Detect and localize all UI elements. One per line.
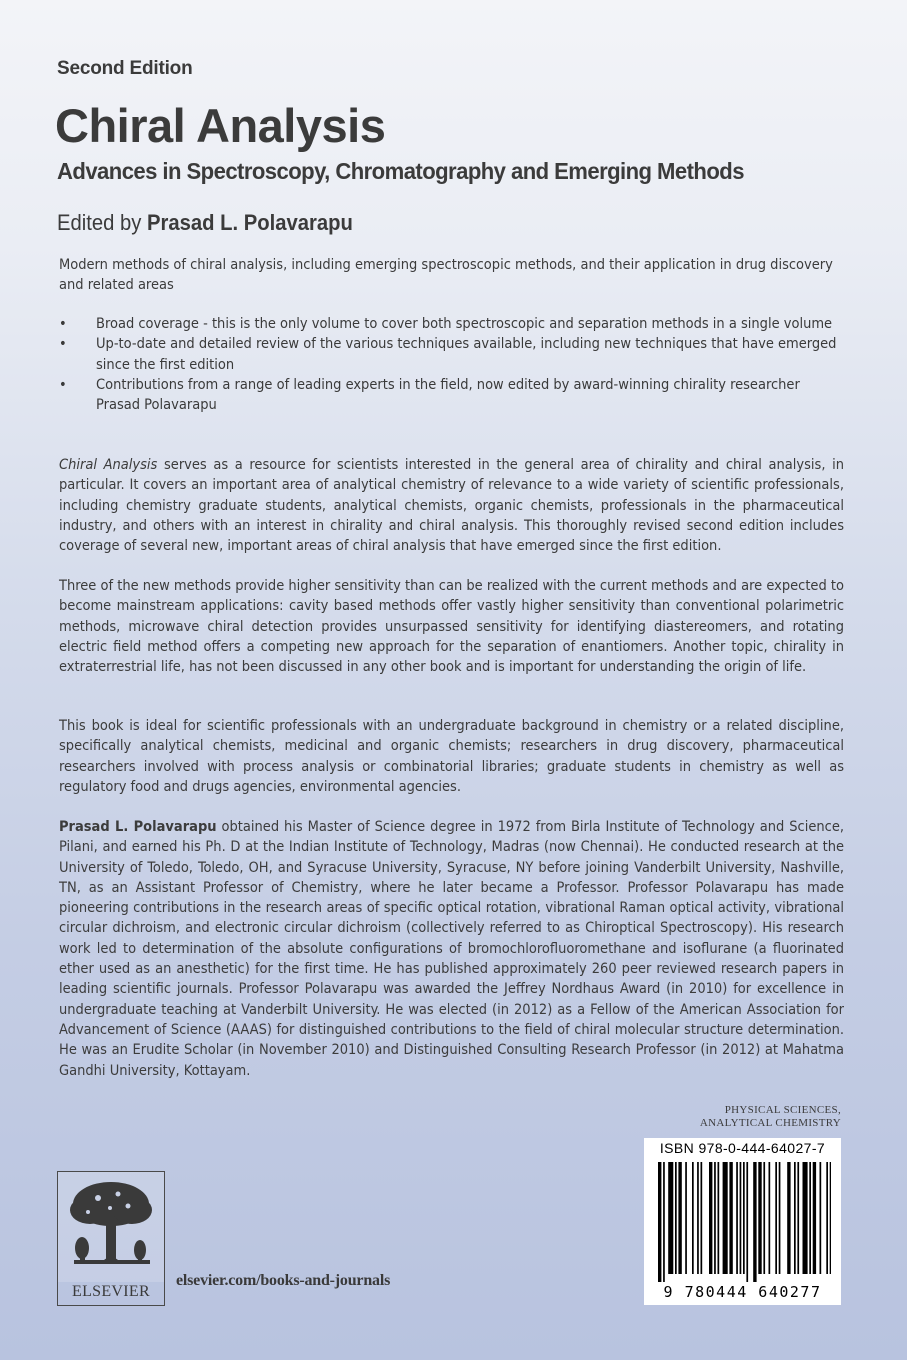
subject-category xyxy=(700,1104,841,1130)
barcode-bar xyxy=(675,1162,677,1274)
book-title: Chiral Analysis xyxy=(55,99,386,152)
editor-line xyxy=(57,210,353,236)
bullet-text: Contributions from a range of leading experts in the field, now edited by award-winning chirality researcher Prasad Polavarapu xyxy=(96,376,800,414)
overview-paragraph xyxy=(59,455,844,556)
barcode-bar xyxy=(794,1162,796,1274)
author-bio-text: obtained his Master of Science degree in 1972 from Birla Institute of Technology and Science, Pilani, and earned his Ph. D at the Indian Institute of Technology, Madras (now Chennai). He conducted research at the University of Toledo, Toledo, OH, and Syracuse University, Syracuse, NY before joining Vanderbilt University, Nashville, TN, as an Assistant Professor of Chemistry, where he later became a Professor. Professor Polavarapu has made pioneering contributions in the research areas of specific optical rotation, vibrational Raman optical activity, vibrational circular dichroism, and electronic circular dichroism (collectively referred to as Chiroptical Spectroscopy). His research work led to determination of the absolute configurations of bromochlorofluoromethane and isoflurane (a fluorinated ether used as an anesthetic) for the first time. He has published approximately 260 peer reviewed research papers in leading scientific journals. Professor Polavarapu was awarded the Jeffrey Nordhaus Award (in 2010) for excellence in undergraduate teaching at Vanderbilt University. He was elected (in 2012) as a Fellow of the American Association for Advancement of Science (AAAS) for distinguished contributions to the field of chiral molecular structure determination. He was an Erudite Scholar (in November 2010) and Distinguished Consulting Research Professor (in 2012) at Mahatma Gandhi University, Kottayam. xyxy=(59,819,844,1079)
publisher-website-link[interactable]: elsevier.com/books-and-journals xyxy=(176,1272,391,1289)
barcode-bar xyxy=(803,1162,808,1274)
barcode-bar xyxy=(718,1162,720,1274)
barcode-bar xyxy=(809,1162,811,1274)
barcode-bar xyxy=(820,1162,822,1274)
author-bio xyxy=(59,817,844,1081)
book-title-italic: Chiral Analysis xyxy=(59,457,158,473)
book-subtitle: Advances in Spectroscopy, Chromatography and Emerging Methods xyxy=(57,158,744,184)
isbn-label: ISBN 978-0-444-64027-7 xyxy=(659,1140,826,1156)
methods-paragraph: Three of the new methods provide higher sensitivity than can be realized with the current methods and are expected to become mainstream applications: cavity based methods offer vastly higher sensitivity than conventional polarimetric methods, microwave chiral detection provides unsurpassed sensitivity for identifying diastereomers, and rotating electric field method offers a competing new approach for the separation of enantiomers. Another topic, chirality in extraterrestrial life, has not been discussed in any other book and is important for understanding the origin of life. xyxy=(59,578,844,676)
barcode-bar xyxy=(729,1162,732,1274)
elsevier-tree-icon xyxy=(58,1172,164,1282)
isbn-digits: 9 780444 640277 xyxy=(663,1283,822,1301)
bullet-text: Broad coverage - this is the only volume to cover both spectroscopic and separation methods in a single volume xyxy=(96,316,833,332)
list-item xyxy=(59,375,844,416)
barcode-bar xyxy=(668,1162,673,1274)
barcode-bar xyxy=(714,1162,716,1274)
intro-paragraph: Modern methods of chiral analysis, including emerging spectroscopic methods, and their application in drug discovery and related areas xyxy=(59,257,833,294)
barcode-bar xyxy=(769,1162,771,1274)
audience-paragraph: This book is ideal for scientific professionals with an undergraduate background in chemistry or a related discipline, specifically analytical chemists, medicinal and organic chemists; researchers in drug discovery, pharmaceutical researchers involved with process analysis or combinatorial libraries; graduate students in chemistry as well as regulatory food and drugs agencies, environmental agencies. xyxy=(59,718,844,795)
editor-name: Prasad L. Polavarapu xyxy=(147,210,353,235)
barcode-bar xyxy=(723,1162,728,1274)
category-line-2: ANALYTICAL CHEMISTRY xyxy=(699,1117,841,1129)
barcode-bar xyxy=(740,1162,742,1274)
barcode-bar xyxy=(701,1162,703,1274)
category-line-1: PHYSICAL SCIENCES, xyxy=(724,1104,841,1116)
list-item xyxy=(59,314,844,334)
barcode-bar xyxy=(658,1162,661,1282)
barcode-bar xyxy=(763,1162,765,1274)
barcode-bar xyxy=(746,1162,748,1282)
barcode-bar xyxy=(775,1162,777,1274)
barcode-bar xyxy=(736,1162,738,1274)
barcode-bar xyxy=(826,1162,828,1274)
list-item xyxy=(59,334,844,375)
barcode-bar xyxy=(709,1162,712,1274)
barcode-bar xyxy=(813,1162,816,1274)
barcode-bar xyxy=(779,1162,781,1274)
barcode-bar xyxy=(685,1162,687,1274)
barcode-bar xyxy=(787,1162,790,1274)
barcode-bar xyxy=(678,1162,681,1274)
bullet-text: Up-to-date and detailed review of the various techniques available, including new techniques that have emerged since the first edition xyxy=(96,336,837,373)
edition-label: Second Edition xyxy=(57,58,193,79)
barcode-bar xyxy=(797,1162,799,1274)
overview-text: serves as a resource for scientists interested in the general area of chirality and chiral analysis, in particular. It covers an important area of analytical chemistry of relevance to a wide variety of scientific professionals, including chemistry graduate students, analytical chemists, organic chemists, professionals in the pharmaceutical industry, and others with an interest in chirality and chiral analysis. This thoroughly revised second edition includes coverage of several new, important areas of chiral analysis that have emerged since the first edition. xyxy=(59,457,844,555)
barcode-bar xyxy=(692,1162,694,1274)
barcode-icon xyxy=(654,1162,831,1282)
barcode-panel xyxy=(644,1138,841,1305)
author-name: Prasad L. Polavarapu xyxy=(59,819,217,835)
bullet-icon: • xyxy=(59,336,67,353)
barcode-bar xyxy=(830,1162,831,1274)
bullet-icon: • xyxy=(59,376,67,393)
barcode-bar xyxy=(758,1162,761,1274)
feature-list xyxy=(59,314,844,415)
publisher-logo xyxy=(57,1171,165,1306)
bullet-icon: • xyxy=(59,316,67,332)
publisher-logo-text: ELSEVIER xyxy=(72,1283,150,1300)
barcode-bar xyxy=(743,1162,745,1274)
barcode-bar xyxy=(663,1162,665,1282)
editor-prefix: Edited by xyxy=(57,210,142,235)
barcode-bar xyxy=(753,1162,756,1282)
barcode-bar xyxy=(697,1162,699,1274)
